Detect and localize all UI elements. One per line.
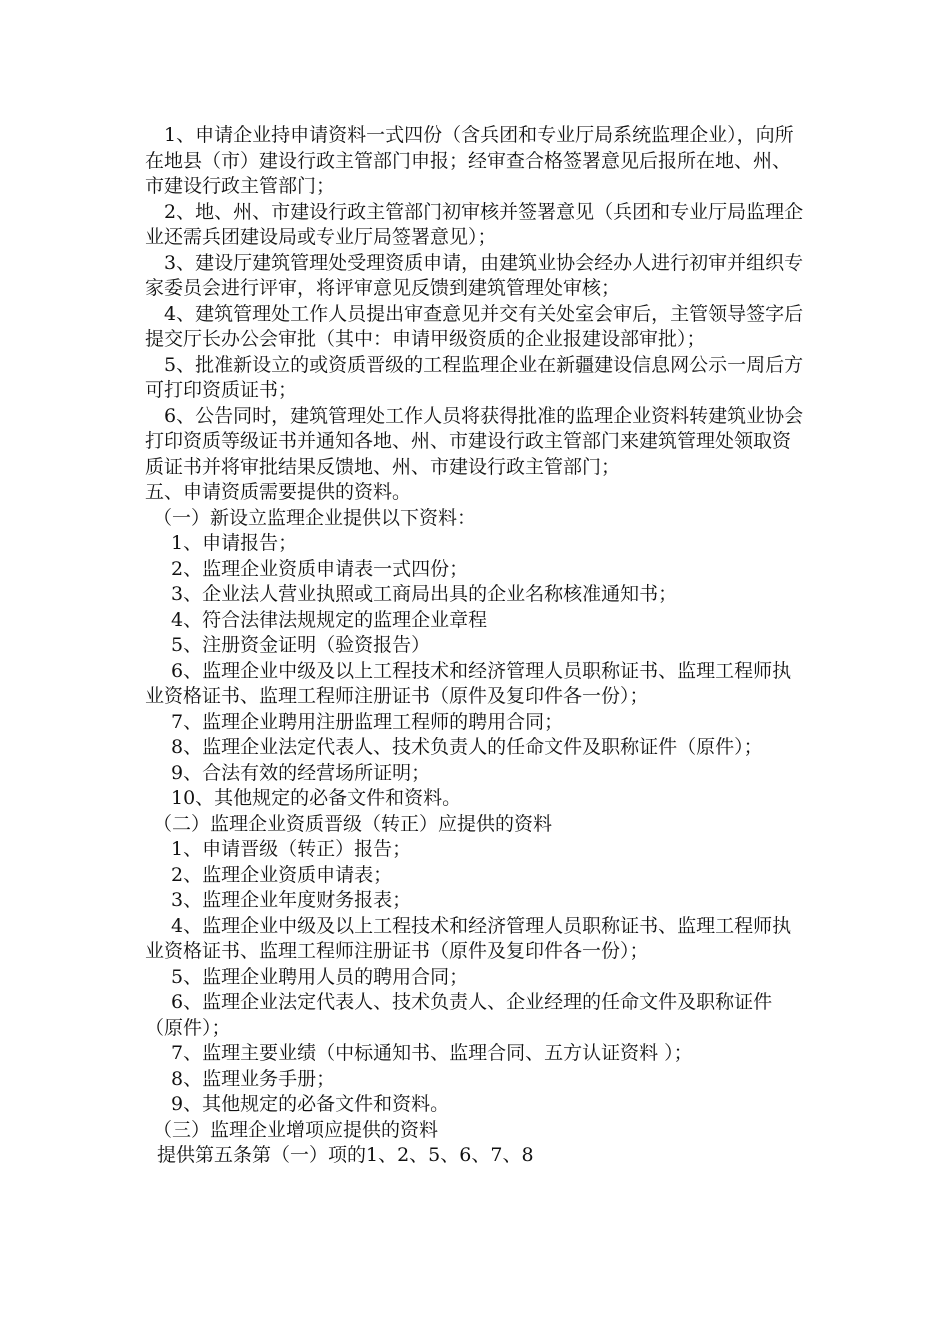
sub2-item-4: 4、监理企业中级及以上工程技术和经济管理人员职称证书、监理工程师执业资格证书、监理工程师注册证书（原件及复印件各一份）；	[145, 914, 792, 962]
sub2-item-2: 2、监理企业资质申请表；	[171, 863, 393, 886]
sub1-item-5: 5、注册资金证明（验资报告）	[171, 634, 431, 656]
process-step-1: 1、申请企业持申请资料一式四份（含兵团和专业厅局系统监理企业），向所在地县（市）建设行政主管部门申报；经审查合格签署意见后报所在地、州、市建设行政主管部门；	[145, 124, 794, 197]
sub1-item-8: 8、监理企业法定代表人、技术负责人的任命文件及职称证件（原件）；	[171, 736, 763, 758]
sub2-item-9: 9、其他规定的必备文件和资料。	[171, 1093, 450, 1115]
sub2-item-1: 1、申请晋级（转正）报告；	[171, 838, 412, 860]
sub1-item-4: 4、符合法律法规规定的监理企业章程	[171, 608, 488, 631]
sub1-item-9: 9、合法有效的经营场所证明；	[171, 761, 431, 784]
process-step-2: 2、地、州、市建设行政主管部门初审核并签署意见（兵团和专业厅局监理企业还需兵团建设局或专业厅局签署意见）；	[145, 200, 804, 248]
process-step-5: 5、批准新设立的或资质晋级的工程监理企业在新疆建设信息网公示一周后方可打印资质证书；	[145, 353, 804, 401]
sub1-item-2: 2、监理企业资质申请表一式四份；	[171, 557, 469, 580]
sub1-item-1: 1、申请报告；	[171, 532, 298, 554]
sub1-item-3: 3、企业法人营业执照或工商局出具的企业名称核准通知书；	[171, 583, 678, 605]
sub2-item-5: 5、监理企业聘用人员的聘用合同；	[171, 965, 469, 988]
sub2-item-6: 6、监理企业法定代表人、技术负责人、企业经理的任命文件及职称证件（原件）；	[145, 991, 773, 1039]
section-5-title: 五、申请资质需要提供的资料。	[145, 481, 412, 503]
process-step-3: 3、建设厅建筑管理处受理资质申请，由建筑业协会经办人进行初审并组织专家委员会进行评审，将评审意见反馈到建筑管理处审核；	[145, 251, 804, 299]
sub2-item-7: 7、监理主要业绩（中标通知书、监理合同、五方认证资料 ）；	[171, 1042, 693, 1064]
sub-section-1-title: （一）新设立监理企业提供以下资料：	[153, 506, 477, 529]
sub1-item-6: 6、监理企业中级及以上工程技术和经济管理人员职称证书、监理工程师执业资格证书、监理工程师注册证书（原件及复印件各一份）；	[145, 659, 792, 707]
sub1-item-10: 10、其他规定的必备文件和资料。	[171, 787, 462, 809]
sub-section-2-title: （二）监理企业资质晋级（转正）应提供的资料	[153, 812, 553, 835]
sub2-item-3: 3、监理企业年度财务报表；	[171, 889, 412, 911]
process-step-6: 6、公告同时，建筑管理处工作人员将获得批准的监理企业资料转建筑业协会打印资质等级证书并通知各地、州、市建设行政主管部门来建筑管理处领取资质证书并将审批结果反馈地、州、市建设行政主管部门；	[145, 404, 804, 478]
sub1-item-7: 7、监理企业聘用注册监理工程师的聘用合同；	[171, 710, 564, 733]
sub2-item-8: 8、监理业务手册；	[171, 1067, 336, 1090]
sub-section-3-title: （三）监理企业增项应提供的资料	[153, 1118, 439, 1141]
sub3-text: 提供第五条第（一）项的1、2、5、6、7、8	[157, 1144, 534, 1166]
document-page	[145, 123, 805, 1169]
process-step-4: 4、建筑管理处工作人员提出审查意见并交有关处室会审后，主管领导签字后提交厅长办公会审批（其中：申请甲级资质的企业报建设部审批）；	[145, 302, 804, 350]
